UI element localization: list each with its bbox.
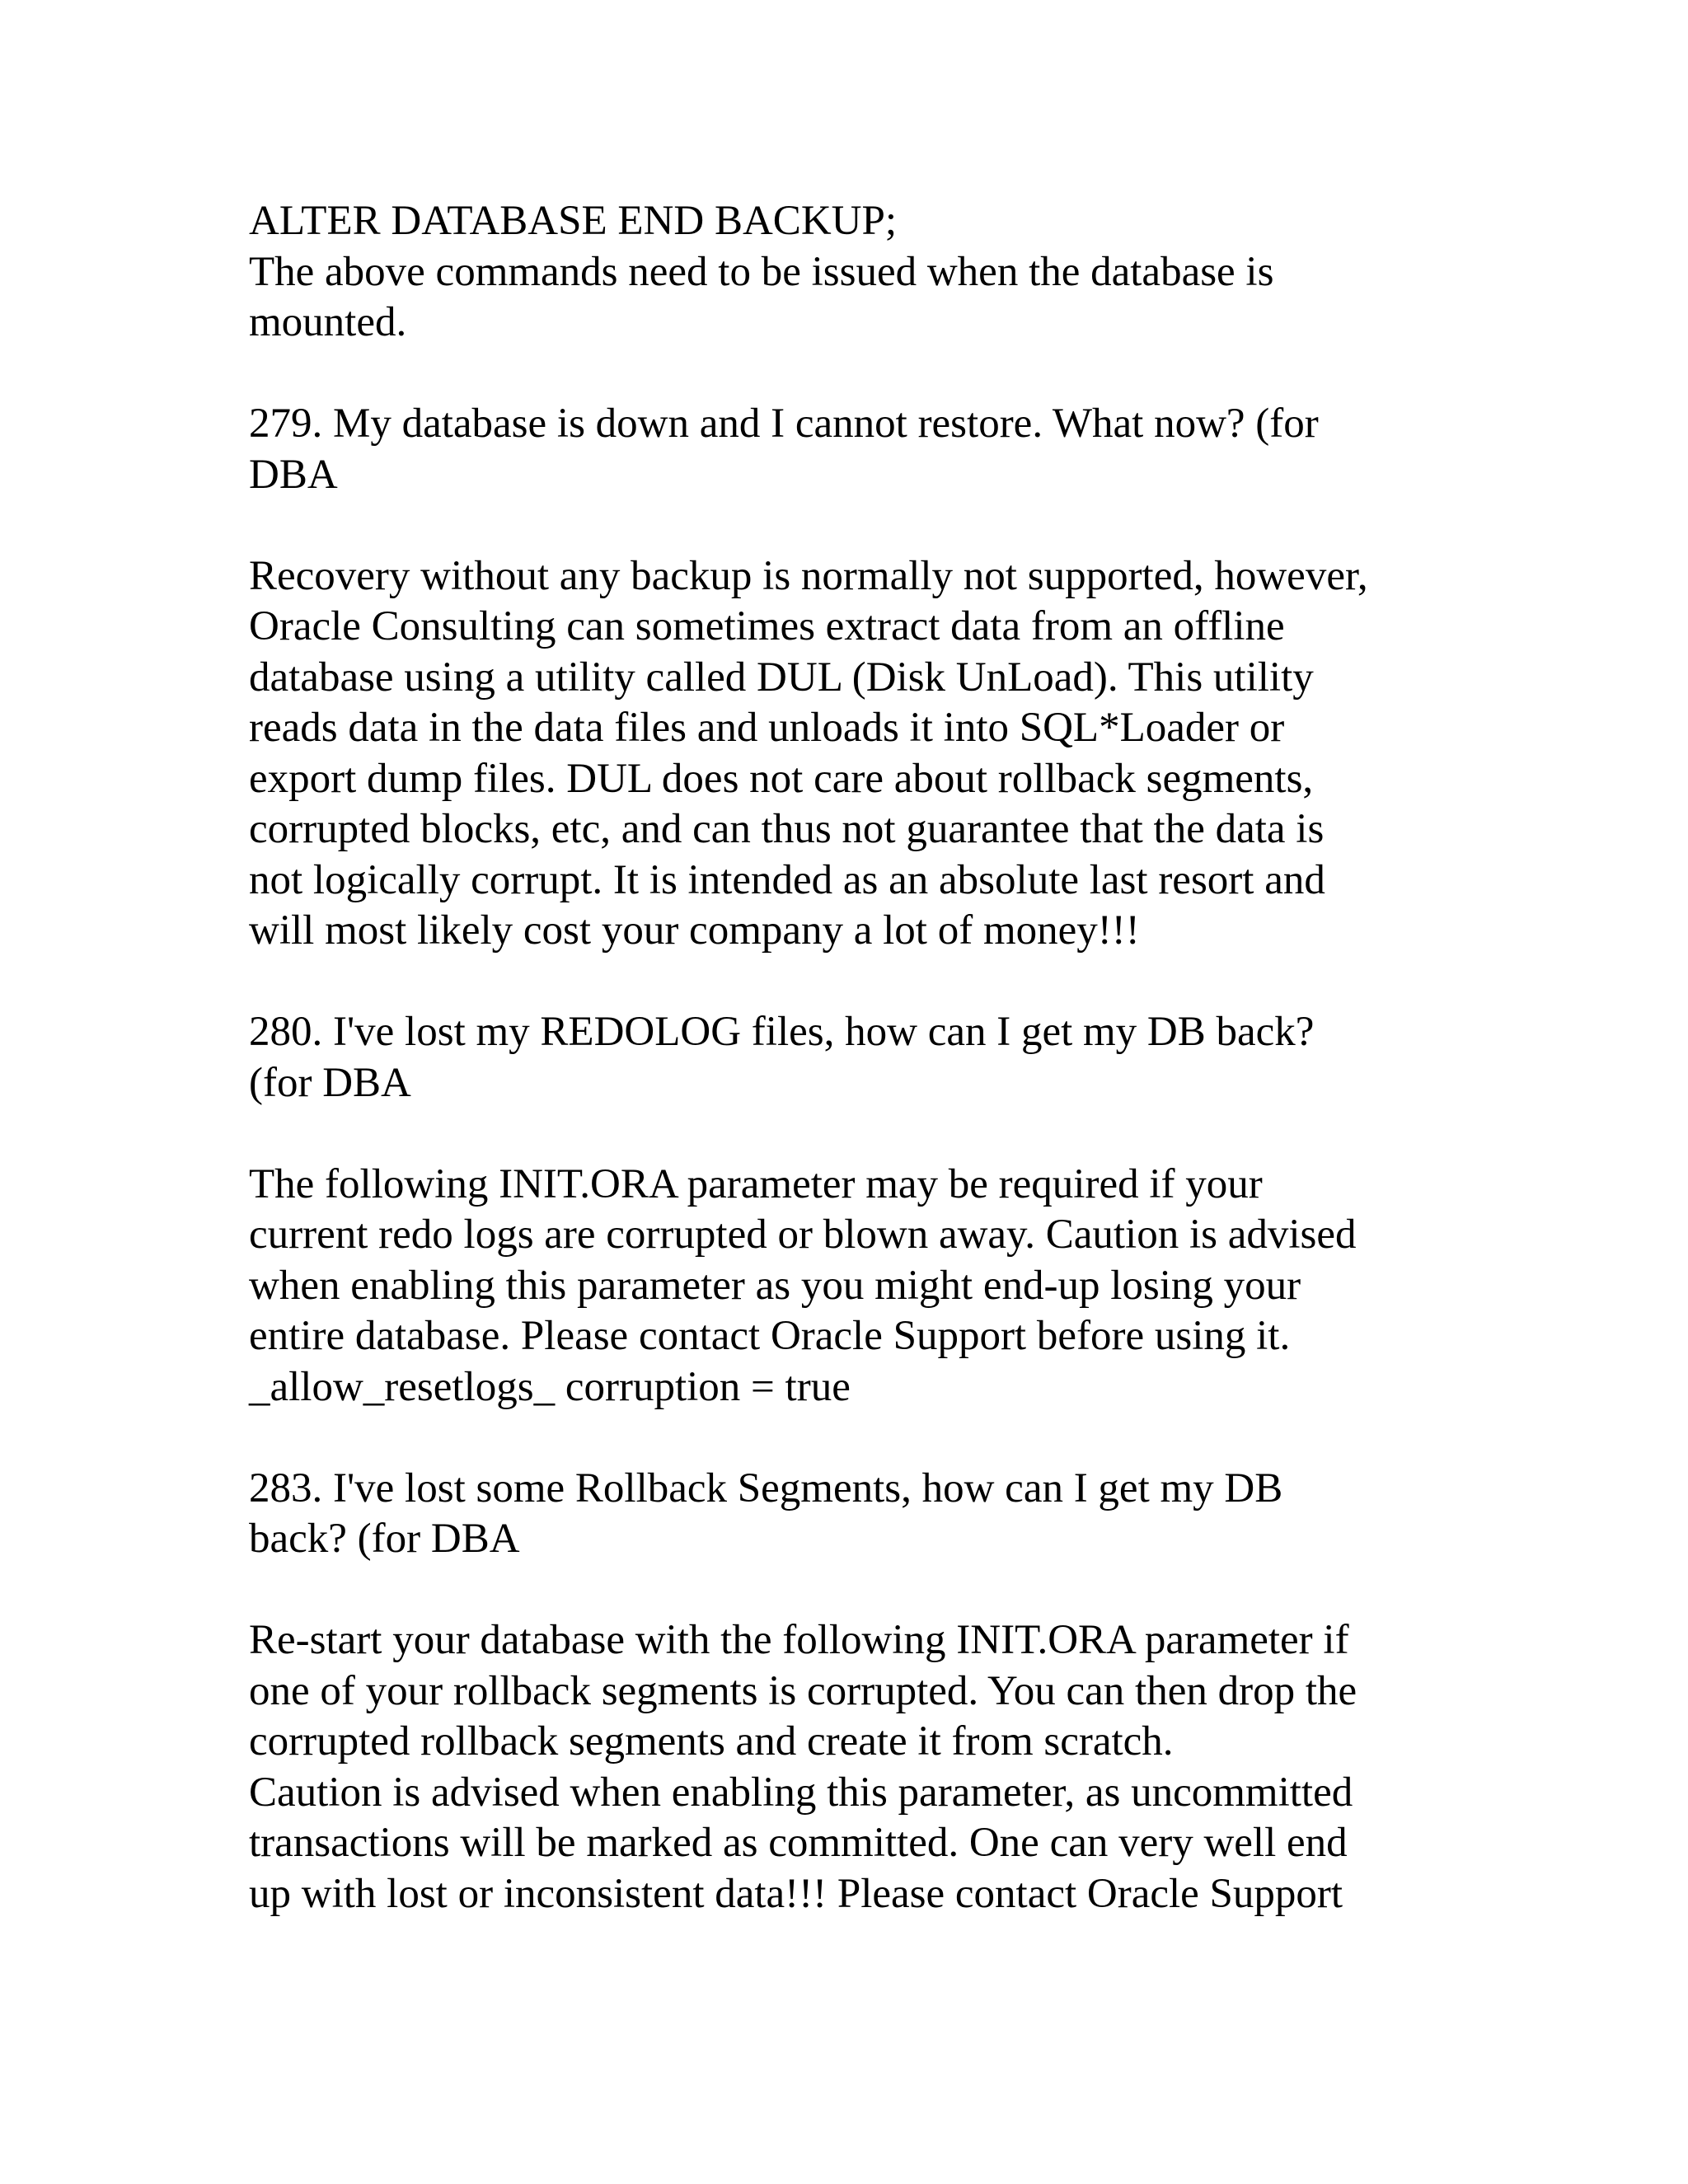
text-line: entire database. Please contact Oracle Support before using it. [249, 1313, 1291, 1359]
paragraph-spacer [249, 1565, 1452, 1616]
text-line: Caution is advised when enabling this parameter, as uncommitted [249, 1769, 1353, 1816]
text-line: when enabling this parameter as you might end-up losing your [249, 1262, 1301, 1309]
question-279-answer [249, 551, 1452, 957]
question-283-heading [249, 1464, 1452, 1565]
question-279-heading [249, 399, 1452, 500]
text-line: export dump files. DUL does not care about rollback segments, [249, 755, 1314, 802]
text-line: Recovery without any backup is normally not supported, however, [249, 552, 1368, 599]
text-line: DBA [249, 451, 338, 498]
text-line: (for DBA [249, 1059, 411, 1106]
paragraph-spacer [249, 349, 1452, 400]
text-line: corrupted rollback segments and create it from scratch. [249, 1718, 1174, 1765]
text-line: Re-start your database with the following INIT.ORA parameter if [249, 1617, 1349, 1663]
document-body [249, 196, 1452, 1919]
text-line: corrupted blocks, etc, and can thus not guarantee that the data is [249, 806, 1325, 852]
mount-note-paragraph [249, 247, 1452, 349]
text-line: mounted. [249, 299, 407, 345]
paragraph-spacer [249, 1413, 1452, 1464]
text-line: 279. My database is down and I cannot restore. What now? (for [249, 401, 1319, 447]
text-line: Oracle Consulting can sometimes extract data from an offline [249, 603, 1285, 649]
text-line: one of your rollback segments is corrupted. You can then drop the [249, 1667, 1357, 1714]
text-line: transactions will be marked as committed. One can very well end [249, 1820, 1348, 1866]
text-line: 280. I've lost my REDOLOG files, how can I get my DB back? [249, 1009, 1315, 1055]
text-line: database using a utility called DUL (Disk UnLoad). This utility [249, 654, 1314, 701]
paragraph-spacer [249, 1108, 1452, 1160]
text-line: up with lost or inconsistent data!!! Please contact Oracle Support [249, 1870, 1343, 1917]
text-line: _allow_resetlogs_ corruption = true [249, 1363, 851, 1410]
paragraph-spacer [249, 500, 1452, 551]
text-line: will most likely cost your company a lot of money!!! [249, 907, 1140, 954]
text-line: The above commands need to be issued when the database is [249, 248, 1274, 295]
question-280-answer [249, 1160, 1452, 1413]
code-end-backup [249, 196, 1452, 247]
text-line: 283. I've lost some Rollback Segments, how can I get my DB [249, 1465, 1283, 1511]
text-line: not logically corrupt. It is intended as an absolute last resort and [249, 856, 1325, 903]
text-line: current redo logs are corrupted or blown away. Caution is advised [249, 1212, 1357, 1258]
text-line: The following INIT.ORA parameter may be required if your [249, 1160, 1263, 1207]
paragraph-spacer [249, 957, 1452, 1008]
text-line: reads data in the data files and unloads it into SQL*Loader or [249, 705, 1285, 751]
question-280-heading [249, 1007, 1452, 1108]
question-283-answer [249, 1615, 1452, 1919]
text-line: ALTER DATABASE END BACKUP; [249, 198, 898, 244]
text-line: back? (for DBA [249, 1516, 520, 1562]
